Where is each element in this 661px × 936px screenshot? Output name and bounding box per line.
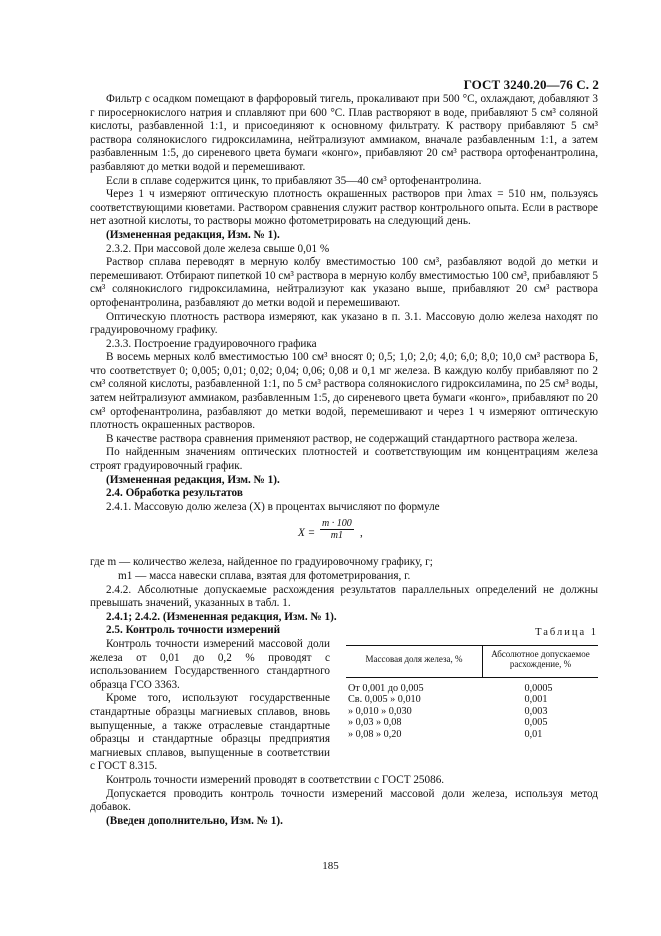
table-row	[346, 694, 598, 706]
paragraph: Контроль точности измерений проводят в соответствии с ГОСТ 25086.	[106, 773, 445, 786]
amendment-note: (Измененная редакция, Изм. № 1).	[106, 228, 280, 241]
table-header-row	[346, 645, 598, 677]
table-row	[346, 729, 598, 741]
paragraph: Допускается проводить контроль точности измерений массовой доли железа, используя метод добавок.	[90, 787, 598, 814]
paragraph: 2.4.1. Массовую долю железа (X) в процентах вычисляют по формуле	[106, 500, 440, 513]
table-row	[346, 717, 598, 729]
table-cell: От 0,001 до 0,005	[348, 682, 424, 694]
table-cell: » 0,03 » 0,08	[348, 717, 402, 729]
amendment-note: (Введен дополнительно, Изм. № 1).	[106, 814, 283, 827]
table-cell: Св. 0,005 » 0,010	[348, 694, 421, 706]
table-row	[346, 706, 598, 718]
definition: где m — количество железа, найденное по градуировочному графику, г;	[90, 556, 433, 569]
section-heading: 2.4. Обработка результатов	[106, 487, 243, 500]
formula-lhs: X =	[298, 527, 316, 540]
tolerance-table	[346, 645, 598, 741]
amendment-note: (Измененная редакция, Изм. № 1).	[106, 473, 280, 486]
section-heading: 2.5. Контроль точности измерений	[106, 624, 281, 637]
paragraph: Оптическую плотность раствора измеряют, как указано в п. 3.1. Массовую долю железа находят по градуировочному графику.	[90, 310, 598, 337]
section-heading: 2.3.2. При массовой доле железа свыше 0,01 %	[106, 242, 330, 255]
section-heading: 2.3.3. Построение градуировочного графика	[106, 337, 317, 350]
table-block	[346, 626, 598, 774]
table-cell: 0,0005	[524, 682, 553, 694]
paragraph: Через 1 ч измеряют оптическую плотность окрашенных растворов при λmax = 510 нм, пользуясь соответствующими кюветами. Раствором сравнения служит раствор контрольного опыта. Если в растворе нет азотной кислоты, то растворы можно фотометрировать на следующий день.	[90, 188, 598, 228]
table-cell: » 0,010 » 0,030	[348, 705, 412, 717]
amendment-note: 2.4.1; 2.4.2. (Измененная редакция, Изм. № 1).	[106, 610, 337, 623]
table-title: Таблица 1	[535, 626, 598, 638]
document-body	[90, 93, 598, 828]
table-header-cell: Массовая доля железа, %	[346, 645, 483, 677]
formula-denominator: m1	[330, 530, 343, 542]
table-cell: 0,003	[524, 705, 548, 717]
table-cell: 0,001	[524, 694, 548, 706]
formula-fraction	[320, 518, 354, 541]
table-header-cell: Абсолютное допускаемое расхождение, %	[483, 645, 599, 677]
table-row	[346, 677, 598, 694]
paragraph: Если в сплаве содержится цинк, то прибавляют 35—40 см³ ортофенантролина.	[106, 174, 482, 187]
paragraph: Раствор сплава переводят в мерную колбу вместимостью 100 см³, разбавляют водой до метки и перемешивают. Отбирают пипеткой 10 см³ раствора в мерную колбу вместимостью 100 см³, прибавляют 5 см³ солянокислого гидроксиламина, нейтрализуют как указано выше, прибавляют 20 см³ раствора ортофенантролина, разбавляют до метки водой и перемешивают.	[90, 256, 598, 309]
paragraph: В восемь мерных колб вместимостью 100 см³ вносят 0; 0,5; 1,0; 2,0; 4,0; 6,0; 8,0; 10,0 см³ раствора Б, что соответствует 0; 0,005; 0,01; 0,02; 0,04; 0,06; 0,08 и 0,1 мг железа. В каждую колбу прибавляют по 2 см³ соляной кислоты, разбавленной 1:1, по 5 см³ раствора солянокислого гидроксиламина, по 25 см³ воды, затем нейтрализуют аммиаком, разбавленным 1:5, до сиреневого цвета бумаги «конго», прибавляют по 20 см³ ортофенантролина, разбавляют до метки водой, перемешивают и через 1 ч измеряют оптическую плотность окрашенных растворов.	[90, 351, 598, 432]
paragraph: Контроль точности измерений массовой доли железа от 0,01 до 0,2 % проводят с использованием Государственного стандартного образца ГСО 3363.	[90, 637, 330, 691]
paragraph: В качестве раствора сравнения применяют раствор, не содержащий стандартного раствора железа.	[106, 432, 578, 445]
formula-numerator: m · 100	[322, 518, 352, 530]
formula	[90, 518, 598, 548]
table-cell: 0,01	[524, 728, 543, 740]
paragraph: 2.4.2. Абсолютные допускаемые расхождения результатов параллельных определений не должны превышать значений, указанных в табл. 1.	[90, 583, 598, 610]
table-cell: 0,005	[524, 717, 548, 729]
page-number: 185	[322, 860, 339, 872]
formula-tail: ,	[360, 527, 363, 540]
paragraph: Фильтр с осадком помещают в фарфоровый тигель, прокаливают при 500 °С, охлаждают, добавляют 3 г пиросернокислого натрия и сплавляют при 600 °С. Плав растворяют в воде, прибавляют 5 см³ соляной кислоты, разбавленной 1:1, и присоединяют к основному фильтрату. К раствору прибавляют 5 см³ раствора солянокислого гидроксиламина, нейтрализуют аммиаком, вначале разбавленным 1:1, а затем разбавленным 1:5, до сиреневого цвета бумаги «конго», прибавляют 20 см³ раствора ортофенантролина, разбавляют до метки водой и перемешивают.	[90, 93, 598, 173]
definition: m1 — масса навески сплава, взятая для фотометрирования, г.	[118, 570, 411, 582]
page-header: ГОСТ 3240.20—76 С. 2	[463, 77, 599, 92]
paragraph: По найденным значениям оптических плотностей и соответствующим им концентрациям железа строят градуировочный график.	[90, 446, 598, 473]
paragraph: Кроме того, используют государственные стандартные образцы магниевых сплавов, вновь выпущенные, а также отраслевые стандартные образцы и стандартные образцы предприятия магниевых сплавов, выпущенные в соответствии с ГОСТ 8.315.	[90, 692, 330, 773]
table-cell: » 0,08 » 0,20	[348, 728, 402, 740]
left-column	[90, 638, 330, 774]
